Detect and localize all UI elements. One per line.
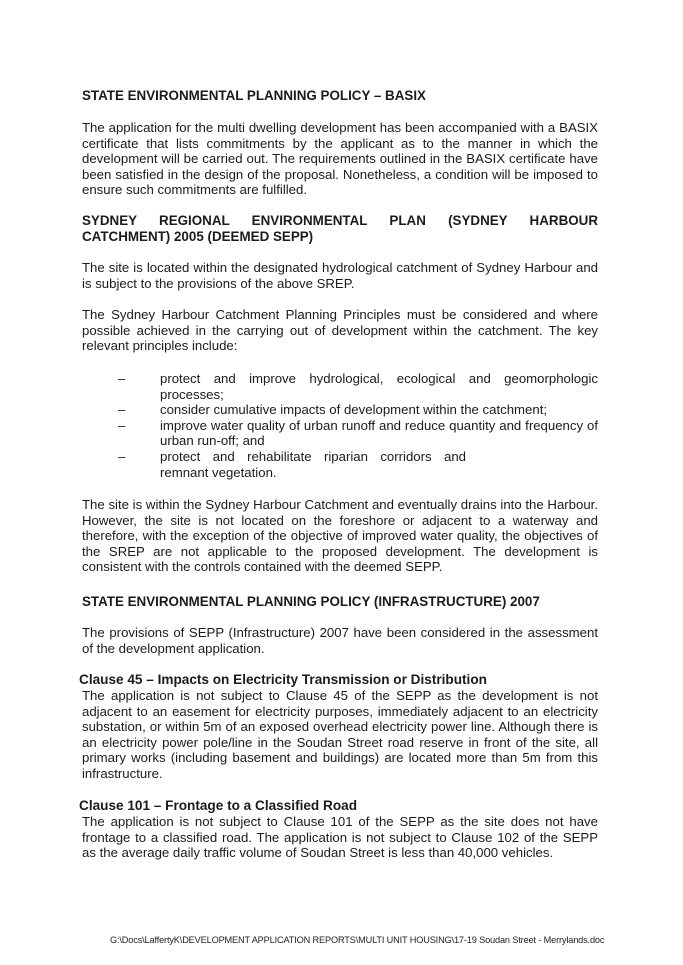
list-item (118, 449, 598, 480)
principle-text: improve water quality of urban runoff and reduce quantity and frequency of urban run-off; and (160, 417, 598, 449)
principle-text: protect and rehabilitate riparian corridors and remnant vegetation. (160, 448, 466, 480)
srep-heading (82, 213, 598, 244)
infrastructure-paragraph: The provisions of SEPP (Infrastructure) 2007 have been considered in the assessment of the development application. (82, 625, 598, 656)
principle-text: consider cumulative impacts of development within the catchment; (160, 402, 548, 418)
clause-45-paragraph: The application is not subject to Clause 45 of the SEPP as the development is not adjacent to an easement for electricity purposes, immediately adjacent to an electricity substation, or within 5m of an exposed overhead electricity power line. Although there is an electricity power pole/line in the Soudan Street road reserve in front of the site, all primary works (including basement and buildings) are located more than 5m from this infrastructure. (82, 688, 598, 781)
clause-101-heading: Clause 101 – Frontage to a Classified Road (79, 798, 358, 813)
srep-paragraph-1: The site is located within the designated hydrological catchment of Sydney Harbour and is subject to the provisions of the above SREP. (82, 260, 598, 291)
principle-text: protect and improve hydrological, ecological and geomorphologic processes; (160, 371, 598, 402)
clause-101-paragraph: The application is not subject to Clause 101 of the SEPP as the site does not have frontage to a classified road. The application is not subject to Clause 102 of the SEPP as the average daily traffic volume of Soudan Street is less than 40,000 vehicles. (82, 814, 598, 861)
dash-bullet: – (118, 371, 126, 386)
footer-file-path: G:\Docs\LaffertyK\DEVELOPMENT APPLICATION REPORTS\MULTI UNIT HOUSING\17-19 Soudan Street - Merrylands.doc (110, 935, 605, 945)
list-item (118, 418, 598, 449)
clause-45-heading: Clause 45 – Impacts on Electricity Transmission or Distribution (79, 672, 487, 687)
infrastructure-heading: STATE ENVIRONMENTAL PLANNING POLICY (INFRASTRUCTURE) 2007 (82, 594, 540, 609)
srep-heading-line-2: CATCHMENT) 2005 (DEEMED SEPP) (82, 228, 314, 244)
srep-paragraph-2: The Sydney Harbour Catchment Planning Principles must be considered and where possible achieved in the carrying out of development within the catchment. The key relevant principles include: (82, 307, 598, 354)
srep-heading-line-1: SYDNEY REGIONAL ENVIRONMENTAL PLAN (SYDNEY HARBOUR (82, 213, 598, 228)
list-item (118, 371, 598, 402)
srep-paragraph-3: The site is within the Sydney Harbour Catchment and eventually drains into the Harbour. However, the site is not located on the foreshore or adjacent to a waterway and therefore, with the exception of the objective of improved water quality, the objectives of the SREP are not applicable to the proposed development. The development is consistent with the controls contained with the deemed SEPP. (82, 497, 598, 575)
basix-heading: STATE ENVIRONMENTAL PLANNING POLICY – BASIX (82, 88, 426, 103)
principles-list (118, 371, 598, 480)
list-item (118, 402, 598, 418)
dash-bullet: – (118, 402, 126, 418)
dash-bullet: – (118, 448, 126, 464)
dash-bullet: – (118, 417, 126, 433)
basix-paragraph: The application for the multi dwelling development has been accompanied with a BASIX certificate that lists commitments by the applicant as to the manner in which the development will be carried out. The requirements outlined in the BASIX certificate have been satisfied in the design of the proposal. Nonetheless, a condition will be imposed to ensure such commitments are fulfilled. (82, 120, 598, 198)
